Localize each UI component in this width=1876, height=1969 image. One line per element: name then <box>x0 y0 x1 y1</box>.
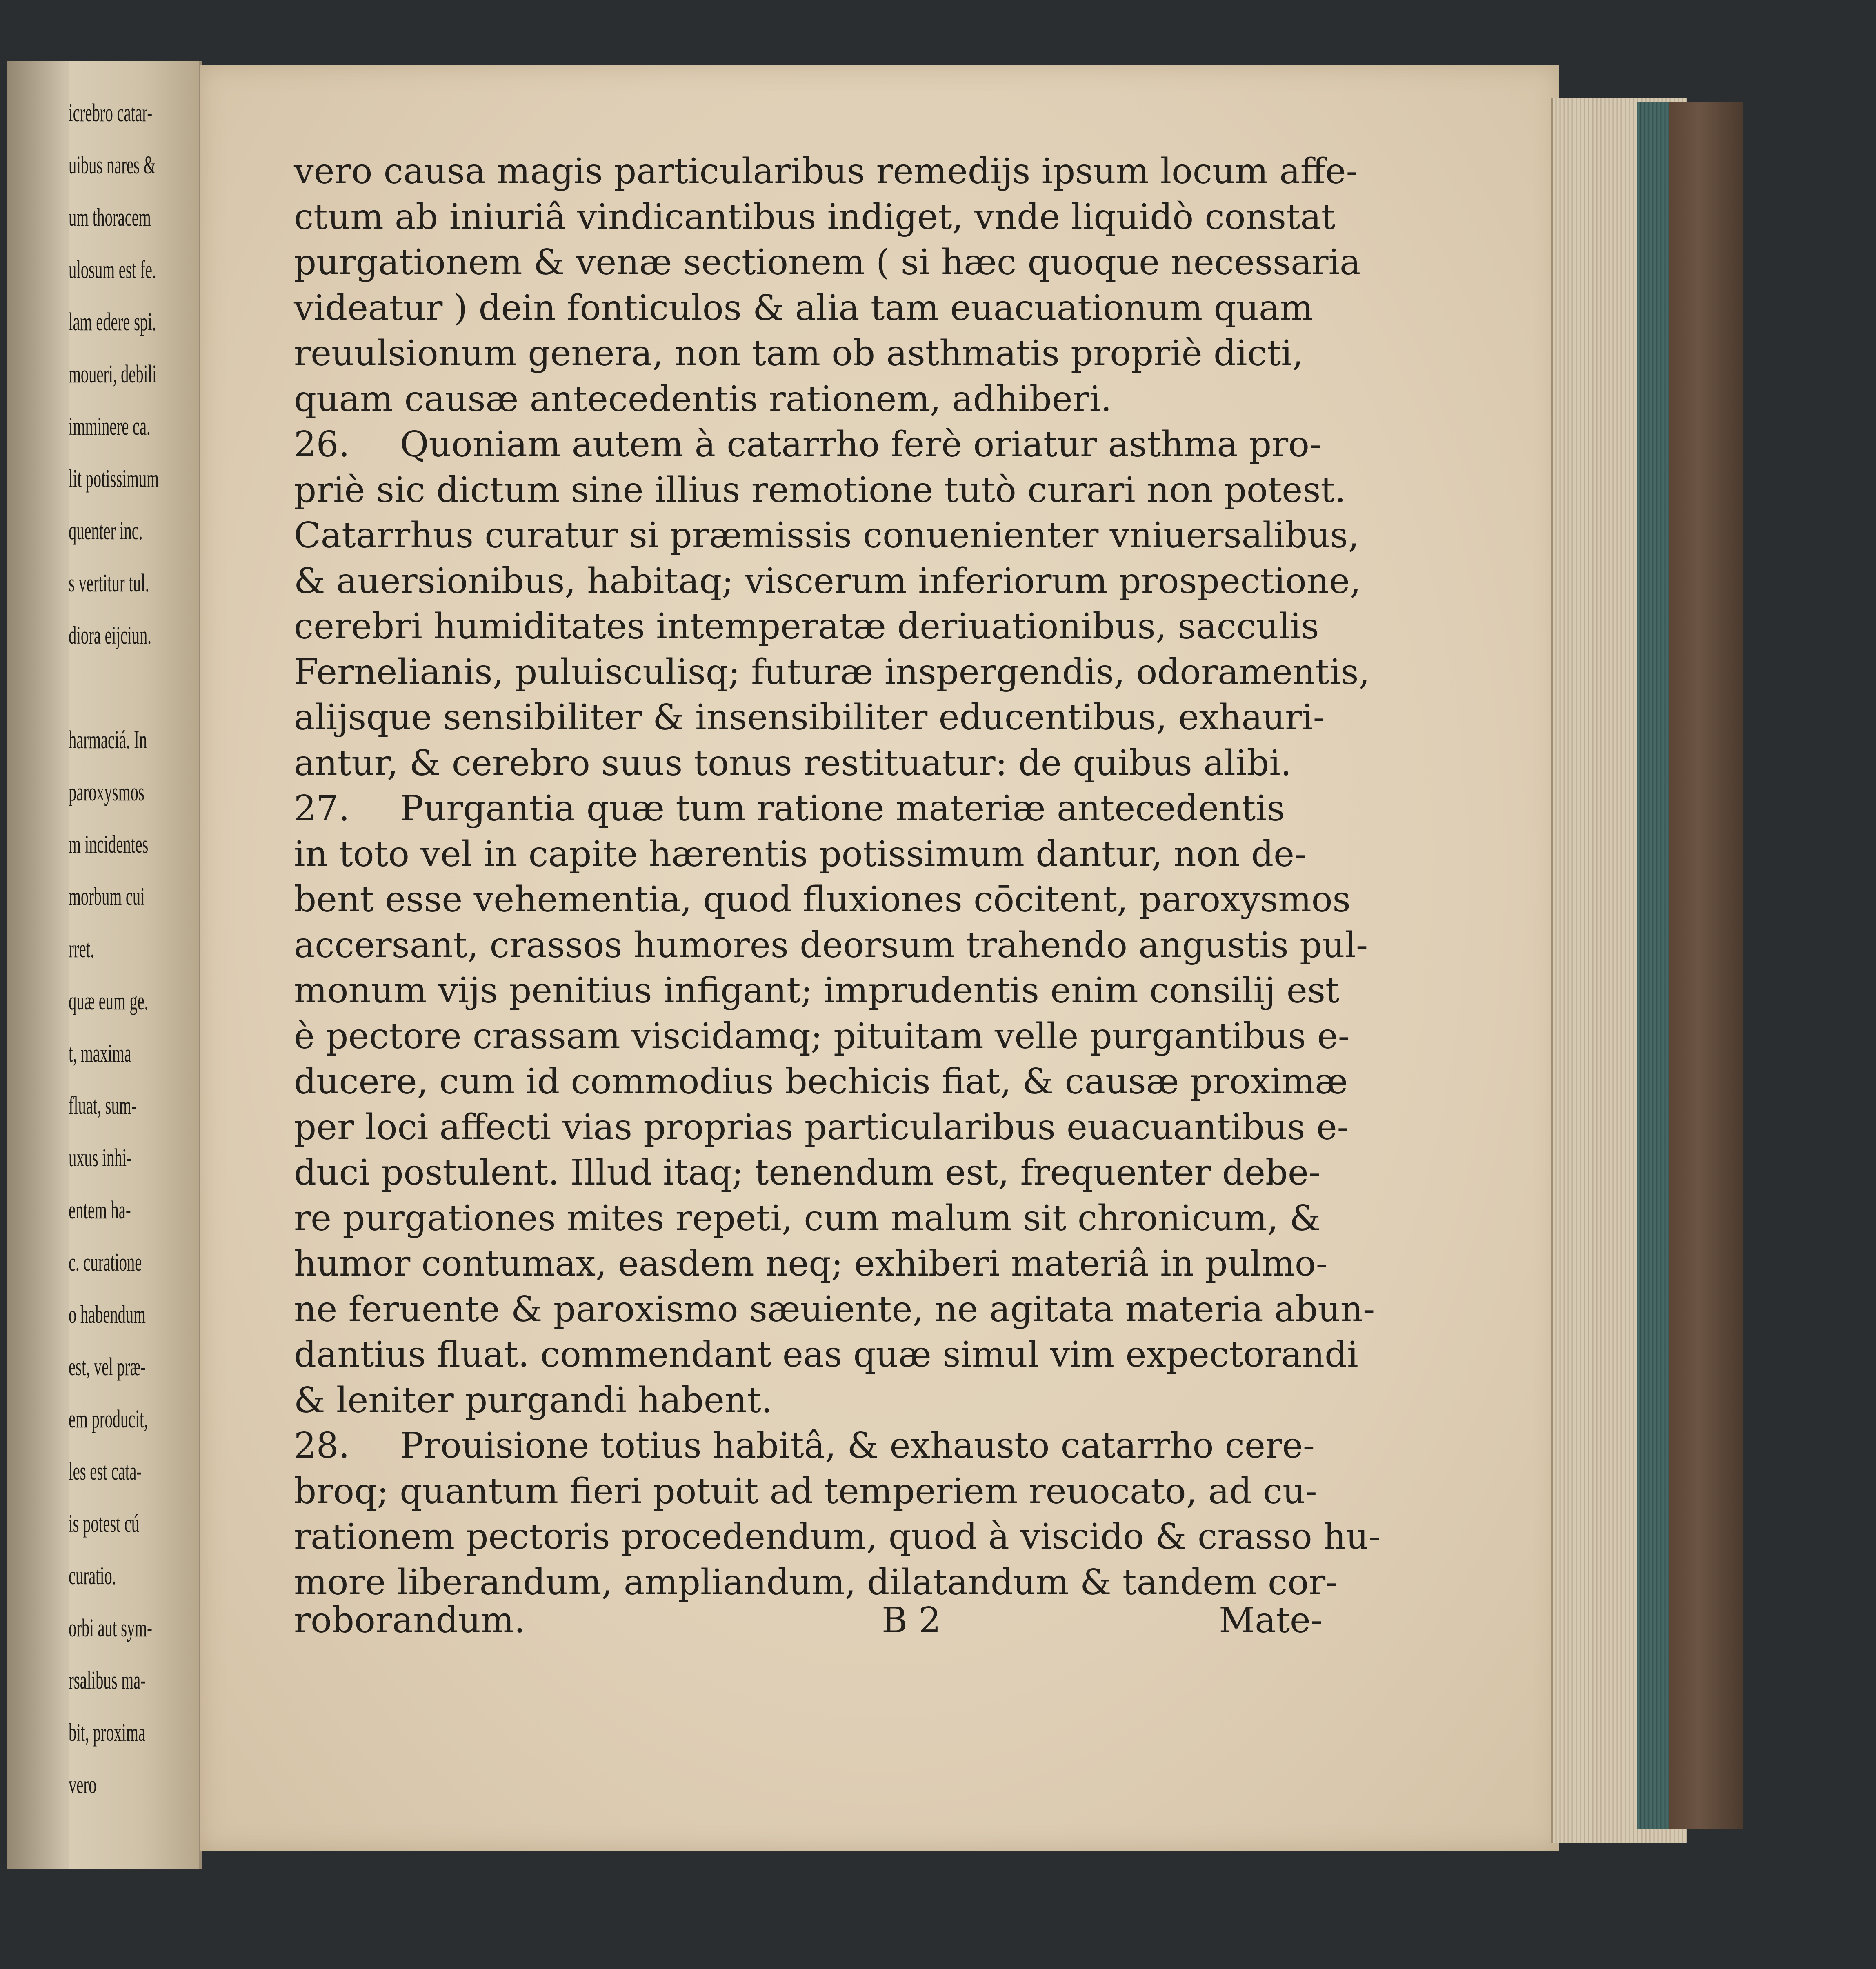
text-line <box>294 1105 1349 1150</box>
text-line <box>294 1423 1323 1468</box>
text-line <box>294 377 1323 422</box>
line-text: vero causa magis particularibus remedijs ipsum locum affe- <box>294 151 1358 192</box>
line-text: purgationem & venæ sectionem ( si hæc quoque necessaria <box>294 242 1361 283</box>
line-text: antur, & cerebro suus tonus restituatur: de quibus alibi. <box>294 742 1292 784</box>
left-page-line: quenter inc. <box>69 517 143 545</box>
left-page-line: diora eijciun. <box>69 622 151 649</box>
left-page-line: rret. <box>69 935 94 963</box>
left-page-line: o habendum <box>69 1301 146 1329</box>
line-text: ne feruente & paroxismo sæuiente, ne agitata materia abun- <box>294 1289 1375 1330</box>
paragraph-number: 27. <box>294 788 350 829</box>
left-page-line: vero <box>69 1771 97 1799</box>
left-page-line: rsalibus ma- <box>69 1667 146 1694</box>
left-page-line: uxus inhi- <box>69 1144 132 1172</box>
text-line <box>294 1469 1323 1514</box>
line-text: & auersionibus, habitaq; viscerum inferiorum prospectione, <box>294 560 1361 602</box>
left-page-line: em producit, <box>69 1405 148 1433</box>
left-page-line: entem ha- <box>69 1196 131 1224</box>
left-page-line: lit potissimum <box>69 465 159 493</box>
left-page-line: quæ eum ge. <box>69 987 149 1015</box>
text-line <box>294 195 1336 240</box>
line-text: priè sic dictum sine illius remotione tutò curari non potest. <box>294 469 1346 511</box>
line-text: videatur ) dein fonticulos & alia tam euacuationum quam <box>294 287 1313 329</box>
text-line <box>294 468 1346 513</box>
text-line <box>294 331 1323 376</box>
line-text: dantius fluat. commendant eas quæ simul vim expectorandi <box>294 1334 1358 1375</box>
left-page-line: imminere ca. <box>69 413 151 440</box>
line-text: Purgantia quæ tum ratione materiæ antecedentis <box>400 788 1285 829</box>
text-line <box>294 149 1358 194</box>
text-line <box>294 286 1323 331</box>
line-text: ctum ab iniuriâ vindicantibus indiget, vnde liquidò constat <box>294 196 1336 238</box>
text-line <box>294 1378 1323 1423</box>
left-page-line: fluat, sum- <box>69 1092 137 1120</box>
text-line <box>294 1059 1348 1104</box>
left-page-line: morbum cui <box>69 883 145 911</box>
page-edge-colored <box>1637 102 1674 1829</box>
left-page-line: c. curatione <box>69 1249 142 1276</box>
line-text: reuulsionum genera, non tam ob asthmatis propriè dicti, <box>294 333 1304 374</box>
line-text: more liberandum, ampliandum, dilatandum & tandem cor- <box>294 1562 1338 1603</box>
footer-line <box>294 1598 1323 1643</box>
line-text: rationem pectoris procedendum, quod à viscido & crasso hu- <box>294 1516 1380 1557</box>
text-line <box>294 559 1361 604</box>
left-page-line: harmaciá. In <box>69 726 147 754</box>
text-line <box>294 1514 1380 1559</box>
text-line <box>294 604 1323 649</box>
line-text: Quoniam autem à catarrho ferè oriatur asthma pro- <box>400 424 1321 465</box>
left-page-line: lam edere spi. <box>69 308 156 336</box>
text-line <box>294 513 1359 558</box>
line-text: humor contumax, easdem neq; exhiberi materiâ in pulmo- <box>294 1243 1328 1284</box>
catchword: Mate- <box>1219 1600 1323 1641</box>
line-text: Prouisione totius habitâ, & exhausto catarrho cere- <box>400 1425 1315 1466</box>
left-page-line: orbi aut sym- <box>69 1614 152 1642</box>
line-text: per loci affecti vias proprias particularibus euacuantibus e- <box>294 1107 1349 1148</box>
final-line: roborandum. <box>294 1600 525 1641</box>
text-line <box>294 923 1368 968</box>
line-text: cerebri humiditates intemperatæ deriuationibus, sacculis <box>294 606 1319 647</box>
text-line <box>294 1196 1323 1241</box>
left-page <box>7 61 202 1869</box>
text-line <box>294 650 1370 695</box>
text-line <box>294 786 1323 831</box>
line-text: alijsque sensibiliter & insensibiliter educentibus, exhauri- <box>294 697 1325 738</box>
left-page-line: t, maxima <box>69 1040 131 1067</box>
paragraph-number: 28. <box>294 1425 350 1466</box>
line-text: è pectore crassam viscidamq; pituitam velle purgantibus e- <box>294 1016 1350 1057</box>
line-text: in toto vel in capite hærentis potissimum dantur, non de- <box>294 833 1307 875</box>
text-line <box>294 1241 1328 1286</box>
left-page-line: ulosum est fe. <box>69 256 156 284</box>
text-line <box>294 1150 1323 1195</box>
left-page-line: s vertitur tul. <box>69 569 149 597</box>
text-line <box>294 877 1351 922</box>
line-text: broq; quantum fieri potuit ad temperiem reuocato, ad cu- <box>294 1471 1317 1512</box>
left-page-line: est, vel præ- <box>69 1353 146 1381</box>
line-text: ducere, cum id commodius bechicis fiat, & causæ proximæ <box>294 1061 1348 1102</box>
line-text: Catarrhus curatur si præmissis conuenienter vniuersalibus, <box>294 515 1359 556</box>
text-line <box>294 1014 1350 1059</box>
left-page-line: bit, proxima <box>69 1719 145 1747</box>
line-text: bent esse vehementia, quod fluxiones cōcitent, paroxysmos <box>294 879 1351 920</box>
left-page-line: curatio. <box>69 1562 116 1590</box>
left-page-line: um thoracem <box>69 204 151 231</box>
left-page-line: paroxysmos <box>69 778 144 806</box>
text-line <box>294 741 1323 786</box>
line-text: accersant, crassos humores deorsum trahendo angustis pul- <box>294 924 1368 966</box>
text-line <box>294 832 1323 877</box>
paragraph-number: 26. <box>294 424 350 465</box>
left-page-line: uibus nares & <box>69 151 156 179</box>
left-page-line: moueri, debili <box>69 360 157 388</box>
book-cover-edge <box>1669 102 1743 1829</box>
left-page-line: is potest cú <box>69 1510 139 1538</box>
signature-mark: B 2 <box>882 1600 941 1641</box>
text-line <box>294 422 1323 467</box>
line-text: quam causæ antecedentis rationem, adhiberi. <box>294 378 1112 420</box>
line-text: re purgationes mites repeti, cum malum sit chronicum, & <box>294 1198 1321 1239</box>
binding-gutter <box>7 61 69 1869</box>
left-page-line: les est cata- <box>69 1458 142 1485</box>
text-line <box>294 240 1361 285</box>
left-page-line: m incidentes <box>69 831 149 858</box>
text-line <box>294 1332 1358 1377</box>
text-line <box>294 968 1340 1013</box>
line-text: Fernelianis, puluisculisq; futuræ inspergendis, odoramentis, <box>294 651 1370 693</box>
text-line <box>294 1287 1375 1332</box>
line-text: & leniter purgandi habent. <box>294 1380 773 1421</box>
left-page-line: icrebro catar- <box>69 99 153 127</box>
text-line <box>294 695 1323 740</box>
line-text: monum vijs penitius infigant; imprudentis enim consilij est <box>294 970 1340 1011</box>
left-page-line <box>69 669 147 707</box>
line-text: duci postulent. Illud itaq; tenendum est, frequenter debe- <box>294 1152 1320 1193</box>
